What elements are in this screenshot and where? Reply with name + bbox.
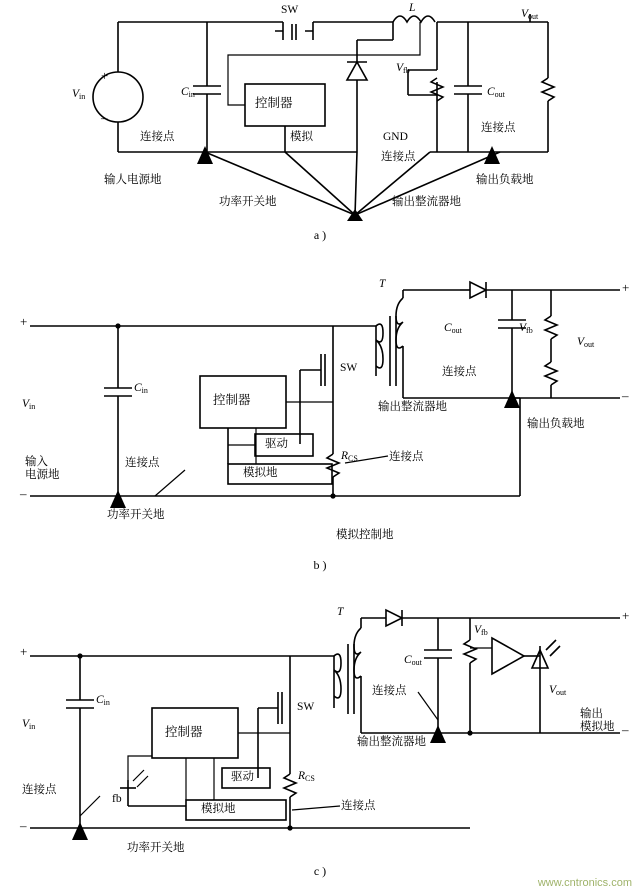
label-node1-b: 连接点: [442, 366, 477, 378]
label-fb-c: fb: [112, 793, 122, 805]
label-node2-b: 连接点: [125, 457, 160, 469]
label-vin-b: $V_{in}$: [22, 398, 36, 411]
label-power-switch-ground-a: 功率开关地: [219, 196, 277, 208]
label-output-load-ground-b: 输出负载地: [527, 418, 585, 430]
label-output-rectifier-ground-c: 输出整流器地: [357, 736, 426, 748]
caption-c: c ): [313, 864, 327, 878]
label-plus-right-c: +: [622, 608, 630, 623]
label-controller-b: 控制器: [213, 393, 251, 407]
label-analog-control-ground-b: 模拟控制地: [336, 529, 394, 541]
label-plus-left-b: +: [20, 314, 28, 329]
label-plus-a: +: [101, 68, 109, 83]
label-controller-c: 控制器: [165, 725, 203, 739]
label-drive-b: 驱动: [265, 438, 288, 450]
figure-a-schematic: [0, 0, 640, 258]
label-vout-b: $V_{out}$: [577, 336, 595, 349]
label-power-switch-ground-b: 功率开关地: [107, 509, 165, 521]
label-node3-b: 连接点: [389, 451, 424, 463]
label-rcs-c: $R_{CS}$: [298, 770, 315, 783]
label-node1-a: 连接点: [140, 131, 175, 143]
label-sw-b: SW: [340, 362, 358, 374]
label-vin-c: $V_{in}$: [22, 718, 36, 731]
figure-c-schematic: [0, 588, 640, 893]
label-node3-c: 连接点: [341, 800, 376, 812]
watermark: www.cntronics.com: [537, 877, 632, 889]
label-cin-c: $C_{in}$: [96, 694, 110, 707]
label-minus-left-b: –: [20, 486, 27, 501]
label-cout-c: $C_{out}$: [404, 654, 422, 667]
label-node2-a: 连接点: [381, 151, 416, 163]
label-minus-left-c: –: [20, 818, 27, 833]
label-vout-a: $V_{out}$: [521, 8, 539, 21]
caption-b: b ): [313, 558, 327, 572]
figure-a: [0, 0, 640, 258]
label-inductor-a: L: [409, 2, 416, 14]
label-vfb-c: $V_{fb}$: [474, 624, 488, 637]
label-rcs-b: $R_{CS}$: [341, 450, 358, 463]
caption-a: a ): [313, 228, 327, 242]
label-minus-right-c: –: [622, 722, 629, 737]
label-cout-a: $C_{out}$: [487, 86, 505, 99]
label-transformer-b: T: [379, 278, 386, 290]
label-controller-a: 控制器: [255, 96, 293, 110]
label-minus-right-b: –: [622, 388, 629, 403]
label-power-switch-ground-c: 功率开关地: [127, 842, 185, 854]
label-output-rectifier-ground-b: 输出整流器地: [378, 401, 447, 413]
label-drive-c: 驱动: [231, 771, 254, 783]
label-minus-a: –: [101, 110, 108, 125]
figure-c: [0, 588, 640, 893]
label-transformer-c: T: [337, 606, 344, 618]
label-input-power-ground-b: 输入 电源地: [25, 456, 60, 482]
label-output-analog-ground-c: 输出 模拟地: [580, 708, 615, 734]
label-sw-c: SW: [297, 701, 315, 713]
figure-b: [0, 258, 640, 588]
label-cin-b: $C_{in}$: [134, 382, 148, 395]
label-node2-c: 连接点: [22, 784, 57, 796]
label-vfb-b: $V_{fb}$: [519, 322, 533, 335]
label-plus-left-c: +: [20, 644, 28, 659]
label-gnd-a: GND: [383, 131, 408, 143]
label-cout-b: $C_{out}$: [444, 322, 462, 335]
label-node1-c: 连接点: [372, 685, 407, 697]
label-plus-right-b: +: [622, 280, 630, 295]
label-analog-a: 模拟: [290, 131, 313, 143]
label-vout-c: $V_{out}$: [549, 684, 567, 697]
label-analog-ground-c: 模拟地: [201, 803, 236, 815]
label-output-rectifier-ground-a: 输出整流器地: [392, 196, 461, 208]
label-input-power-ground-a: 输人电源地: [104, 174, 162, 186]
label-vin-a: $V_{in}$: [72, 88, 86, 101]
label-node3-a: 连接点: [481, 122, 516, 134]
label-analog-ground-b: 模拟地: [243, 467, 278, 479]
label-sw-a: SW: [281, 4, 299, 16]
label-cin-a: $C_{in}$: [181, 86, 195, 99]
label-output-load-ground-a: 输出负载地: [476, 174, 534, 186]
label-vfb-a: $V_{fb}$: [396, 62, 410, 75]
